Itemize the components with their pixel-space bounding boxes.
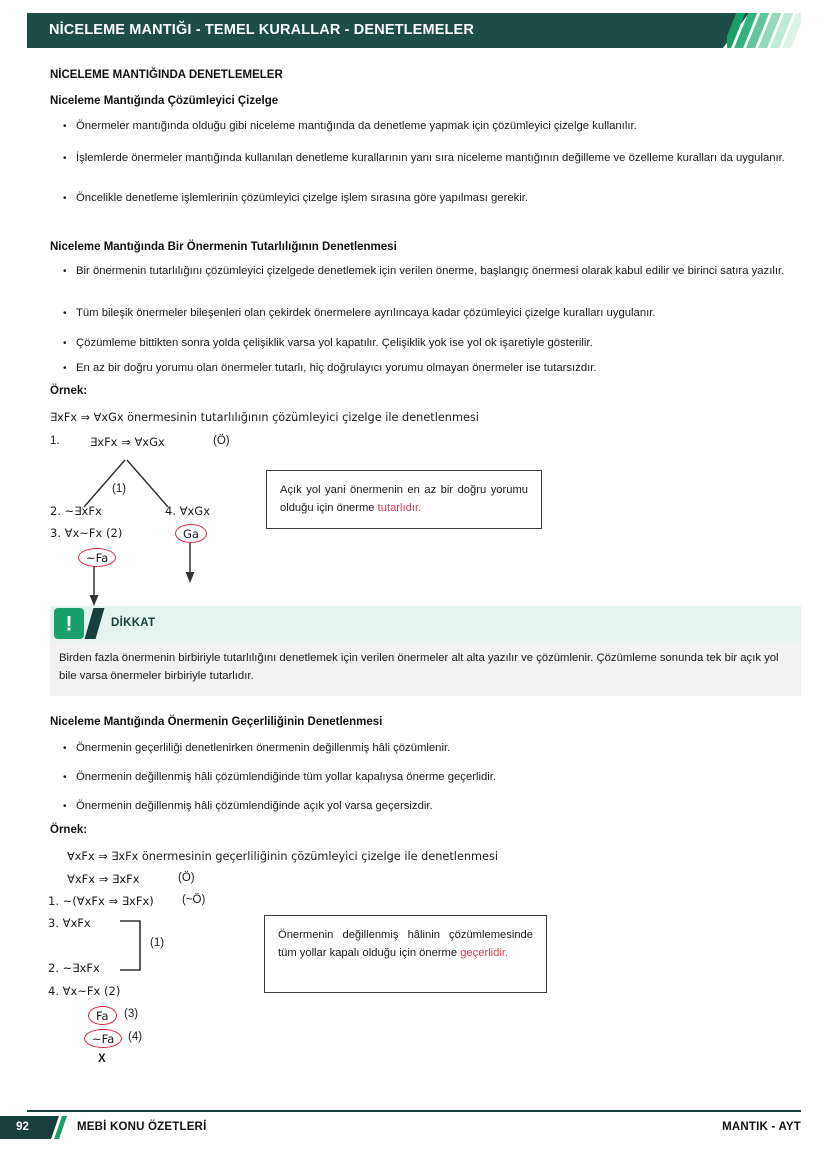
example1-right-circle: Ga (175, 524, 207, 543)
example1-line3: 3. ∀x~Fx (2) (50, 526, 123, 540)
example1-statement: ∃xFx ⇒ ∀xGx önermesinin tutarlılığının çözümleyici çizelge ile denetlenmesi (50, 411, 479, 424)
dikkat-callout (50, 606, 801, 696)
example2-closed-path-mark: X (98, 1053, 106, 1065)
example1-line1-formula: ∃xFx ⇒ ∀xGx (90, 435, 165, 449)
example2-callout (264, 915, 547, 993)
list-item: • Önermenin değillenmiş hâli çözümlendiğinde tüm yollar kapalıysa önerme geçerlidir. (63, 769, 803, 787)
list-item: • Bir önermenin tutarlılığını çözümleyici çizelgede denetlemek için verilen önerme, başlangıç önermesi olarak kabul edilir ve birinci satıra yazılır. (63, 263, 803, 281)
example2-circle-2: ~Fa (84, 1029, 122, 1048)
list-item: • Çözümleme bittikten sonra yolda çelişiklik varsa yol kapatılır. Çelişiklik yok ise yol ok işaretiyle gösterilir. (63, 335, 808, 353)
list-item: • Önermeler mantığında olduğu gibi niceleme mantığında da denetleme yapmak için çözümleyici çizelge kullanılır. (63, 118, 803, 136)
example1-line1-tag: (Ö) (213, 435, 230, 447)
example2-bracket-label: (1) (150, 937, 165, 949)
example2-callout-highlight: geçerlidir. (460, 946, 509, 959)
example2-circle-1: Fa (88, 1006, 117, 1025)
example1-line1-number: 1. (50, 435, 60, 447)
page-footer (0, 1110, 828, 1142)
list-item: • Önermenin geçerliliği denetlenirken önermenin değillenmiş hâli çözümlenir. (63, 740, 803, 758)
list-item: • En az bir doğru yorumu olan önermeler tutarlı, hiç doğrulayıcı yorumu olmayan önermeler ise tutarsızdır. (63, 360, 808, 378)
example2-circle-2-tag: (4) (128, 1031, 143, 1043)
example2-statement: ∀xFx ⇒ ∃xFx önermesinin geçerliliğinin çözümleyici çizelge ile denetlenmesi (67, 850, 499, 863)
example2-line0-formula: ∀xFx ⇒ ∃xFx (67, 872, 140, 886)
list-item: • Öncelikle denetleme işlemlerinin çözümleyici çizelge işlem sırasına göre yapılması gerekir. (63, 190, 803, 208)
example2-line2: 2. ~∃xFx (48, 961, 100, 975)
footer-divider (27, 1110, 801, 1112)
dikkat-header (50, 606, 801, 641)
footer-right-label: MANTIK - AYT (722, 1121, 801, 1133)
example2-callout-text: Önermenin değillenmiş hâlinin çözümlemesinde tüm yollar kapalı olduğu için önerme (278, 929, 533, 959)
exclamation-glyph: ! (65, 612, 73, 635)
list-item: • Tüm bileşik önermeler bileşenleri olan çekirdek önermelere ayrılıncaya kadar çözümleyici çizelge kuralları uygulanır. (63, 305, 808, 323)
example2-line0-tag: (Ö) (178, 872, 195, 884)
main-heading: NİCELEME MANTIĞINDA DENETLEMELER (50, 69, 283, 81)
dikkat-label: DİKKAT (111, 617, 156, 629)
example1-line2: 2. ~∃xFx (50, 504, 102, 518)
example2-line3: 3. ∀xFx (48, 916, 91, 930)
example1-branch-label: (1) (112, 483, 127, 495)
page-header (27, 13, 801, 48)
warning-exclamation-icon (54, 608, 84, 639)
page-number: 92 (16, 1121, 29, 1133)
example2-line1-tag: (~Ö) (182, 894, 206, 906)
page-title: NİCELEME MANTIĞI - TEMEL KURALLAR - DENETLEMELER (49, 22, 475, 38)
example1-right-arrow-icon (182, 543, 202, 585)
section1-heading: Niceleme Mantığında Çözümleyici Çizelge (50, 95, 279, 107)
example2-bracket-connector (118, 918, 148, 974)
section2-heading: Niceleme Mantığında Bir Önermenin Tutarlılığının Denetlenmesi (50, 241, 397, 253)
example1-callout-text: Açık yol yani önermenin en az bir doğru yorumu olduğu için önerme (280, 484, 528, 514)
list-item: • Önermenin değillenmiş hâli çözümlendiğinde açık yol varsa geçersizdir. (63, 798, 803, 816)
example1-line4: 4. ∀xGx (165, 504, 211, 518)
list-item: • İşlemlerde önermeler mantığında kullanılan denetleme kurallarının yanı sıra niceleme mantığının değilleme ve özelleme kuralları da uygulanır. (63, 150, 801, 168)
section3-heading: Niceleme Mantığında Önermenin Geçerliliğinin Denetlenmesi (50, 716, 383, 728)
example1-label: Örnek: (50, 385, 88, 397)
example2-line1: 1. ~(∀xFx ⇒ ∃xFx) (48, 894, 154, 908)
example1-callout-highlight: tutarlıdır. (377, 501, 422, 514)
footer-left-label: MEBİ KONU ÖZETLERİ (77, 1121, 207, 1133)
example2-line4: 4. ∀x~Fx (2) (48, 984, 121, 998)
dikkat-slant-decoration (85, 608, 105, 639)
example1-callout (266, 470, 542, 529)
example2-label: Örnek: (50, 824, 88, 836)
example1-left-arrow-icon (86, 566, 106, 608)
example1-left-circle: ~Fa (78, 548, 116, 567)
dikkat-body-text: Birden fazla önermenin birbiriyle tutarlılığını denetlemek için verilen önermeler alt alta yazılır ve çözümlenir. Çözümleme sonunda tek bir açık yol bile varsa önermeler birbiriyle tutarlıdır. (50, 641, 801, 696)
example2-circle-1-tag: (3) (124, 1008, 139, 1020)
header-stripe-decoration (727, 13, 801, 48)
